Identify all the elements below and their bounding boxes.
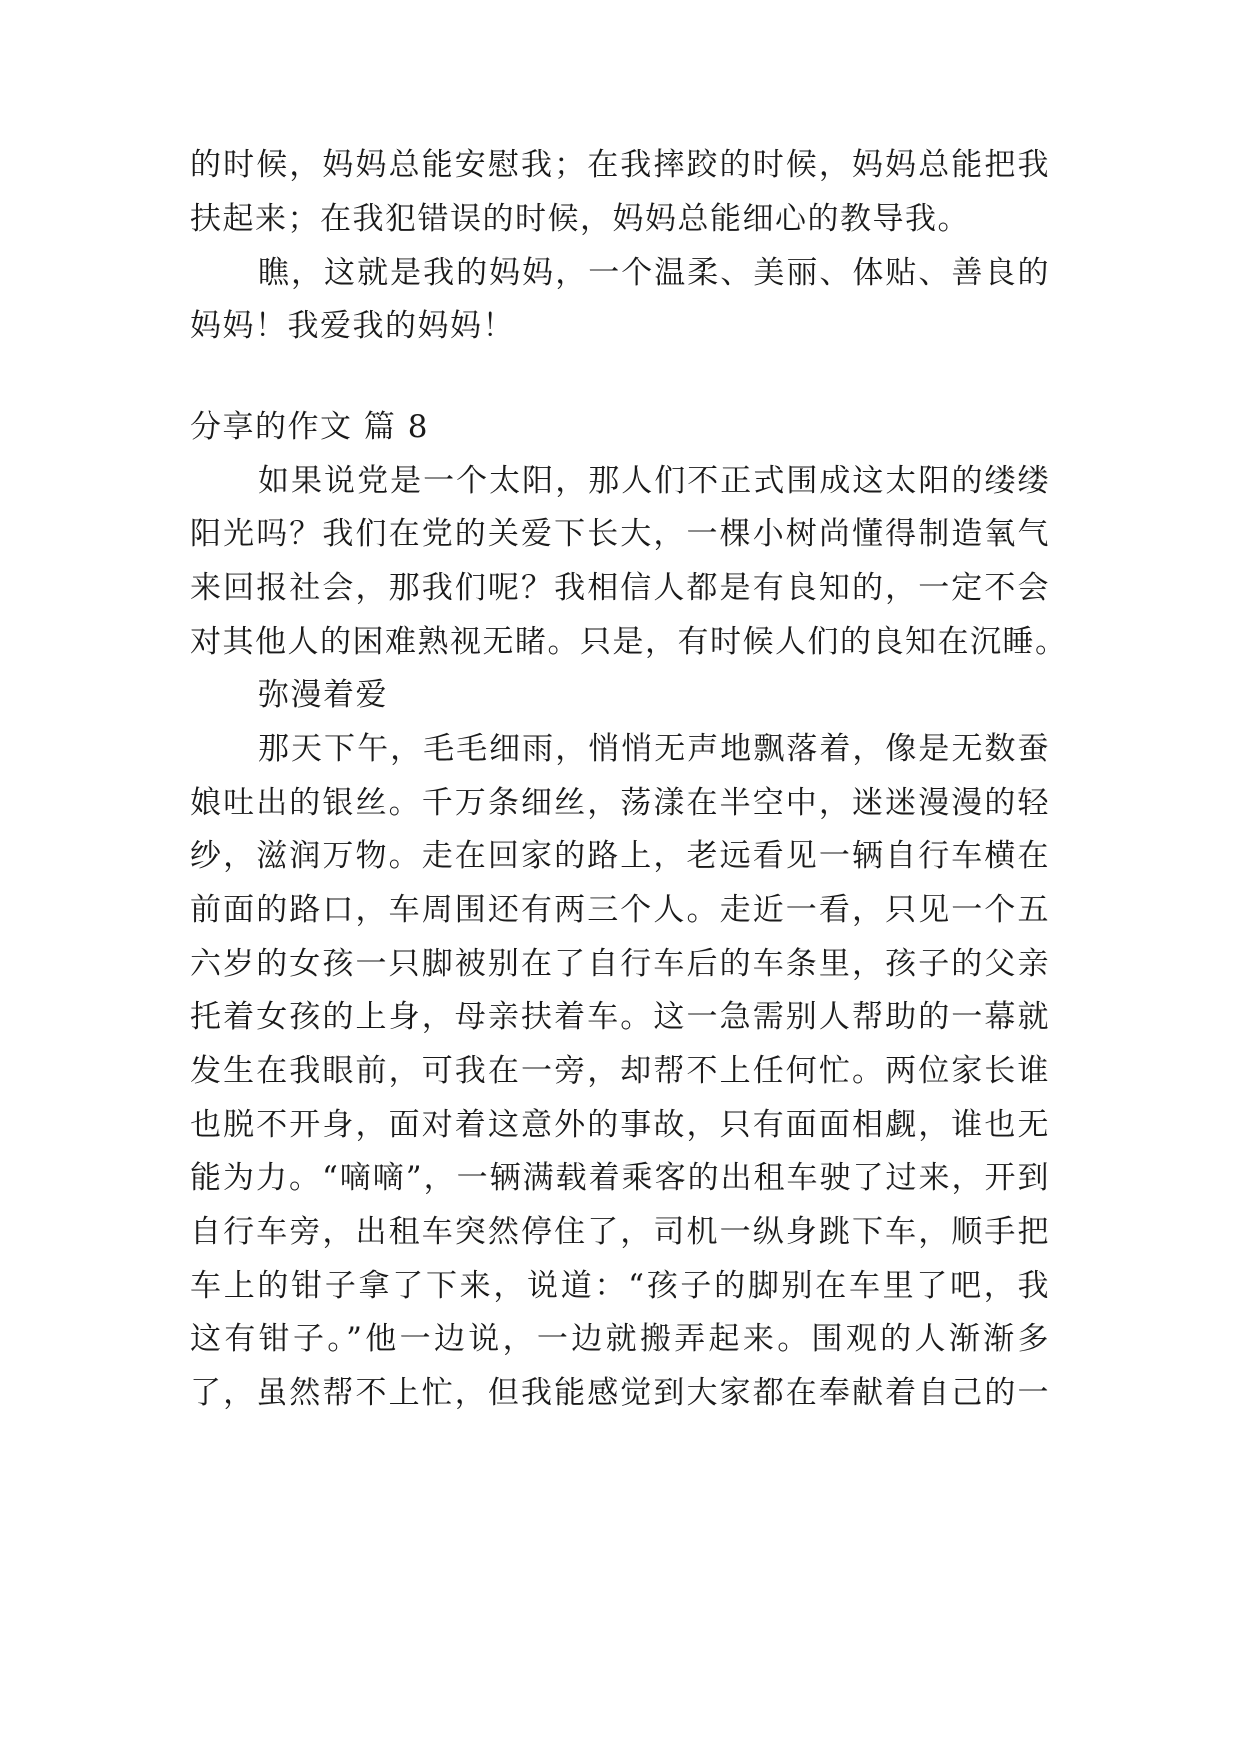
text-line: 瞧，这就是我的妈妈，一个温柔、美丽、体贴、善良的 [258,255,1050,291]
text-line: 对其他人的困难熟视无睹。只是，有时候人们的良知在沉睡。 [190,624,1068,660]
text-line: 了，虽然帮不上忙，但我能感觉到大家都在奉献着自己的一 [190,1375,1050,1411]
text-line: 阳光吗？我们在党的关爱下长大，一棵小树尚懂得制造氧气 [190,516,1050,552]
text-line: 娘吐出的银丝。千万条细丝，荡漾在半空中，迷迷漫漫的轻 [190,785,1050,821]
text-line: 前面的路口，车周围还有两三个人。走近一看，只见一个五 [190,892,1050,928]
essay-title: 弥漫着爱 [258,677,388,713]
text-line: 纱，滋润万物。走在回家的路上，老远看见一辆自行车横在 [190,838,1050,874]
text-line: 这有钳子。”他一边说，一边就搬弄起来。围观的人渐渐多 [190,1321,1050,1357]
text-line: 的时候，妈妈总能安慰我；在我摔跤的时候，妈妈总能把我 [190,147,1050,183]
text-line: 来回报社会，那我们呢？我相信人都是有良知的，一定不会 [190,570,1050,606]
text-line: 能为力。“嘀嘀”，一辆满载着乘客的出租车驶了过来，开到 [190,1160,1050,1196]
section-heading: 分享的作文 篇 8 [190,409,429,445]
text-line: 发生在我眼前，可我在一旁，却帮不上任何忙。两位家长谁 [190,1053,1050,1089]
text-line: 扶起来；在我犯错误的时候，妈妈总能细心的教导我。 [190,201,970,237]
text-line: 六岁的女孩一只脚被别在了自行车后的车条里，孩子的父亲 [190,946,1050,982]
text-line: 也脱不开身，面对着这意外的事故，只有面面相觑，谁也无 [190,1107,1050,1143]
text-line: 自行车旁，出租车突然停住了，司机一纵身跳下车，顺手把 [190,1214,1050,1250]
text-line: 车上的钳子拿了下来，说道：“孩子的脚别在车里了吧，我 [190,1268,1050,1304]
text-line: 托着女孩的上身，母亲扶着车。这一急需别人帮助的一幕就 [190,999,1050,1035]
text-line: 如果说党是一个太阳，那人们不正式围成这太阳的缕缕 [258,463,1050,499]
text-line: 妈妈！我爱我的妈妈！ [190,308,515,344]
text-line: 那天下午，毛毛细雨，悄悄无声地飘落着，像是无数蚕 [258,731,1050,767]
